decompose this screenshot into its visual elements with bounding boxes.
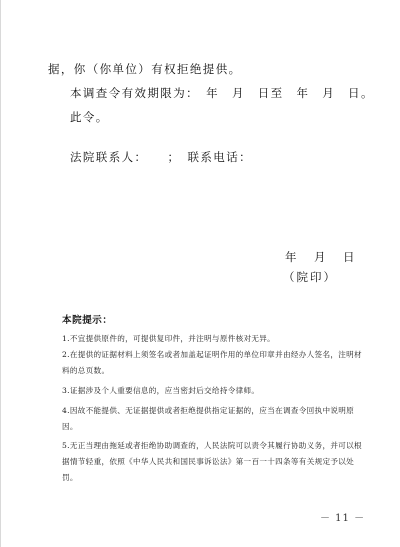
page-left-edge	[0, 0, 1, 547]
court-contact-line: 法院联系人： ； 联系电话：	[70, 150, 252, 164]
body-line-validity-period: 本调查令有效期限为： 年 月 日至 年 月 日。	[70, 86, 374, 100]
body-line-refusal-right: 据，你（你单位）有权拒绝提供。	[48, 62, 242, 76]
notice-item-2: 2.在提供的证据材料上须签名或者加盖起证明作用的单位印章并由经办人签名，注明材料的总页数。	[62, 350, 362, 375]
page-number: － 11 －	[320, 513, 366, 524]
body-line-order: 此令。	[70, 110, 109, 124]
court-seal-label: （院印）	[283, 270, 337, 284]
notice-item-4: 4.因故不能提供、无证据提供或者拒绝提供指定证据的，应当在调查令回执中说明原因。	[62, 406, 355, 431]
issue-date-line: 年 月 日	[285, 250, 358, 264]
notice-item-1: 1.不宜提供原件的，可提供复印件，并注明与原件核对无异。	[62, 334, 276, 343]
notice-title: 本院提示：	[62, 315, 113, 326]
notice-item-3: 3.证据涉及个人重要信息的，应当密封后交给持令律师。	[62, 386, 260, 395]
notice-item-5: 5.无正当理由拖延或者拒绝协助调查的，人民法院可以责令其履行协助义务，并可以根据情节轻重，依照《中华人民共和国民事诉讼法》第一百一十四条等有关规定予以处罚。	[62, 441, 362, 482]
